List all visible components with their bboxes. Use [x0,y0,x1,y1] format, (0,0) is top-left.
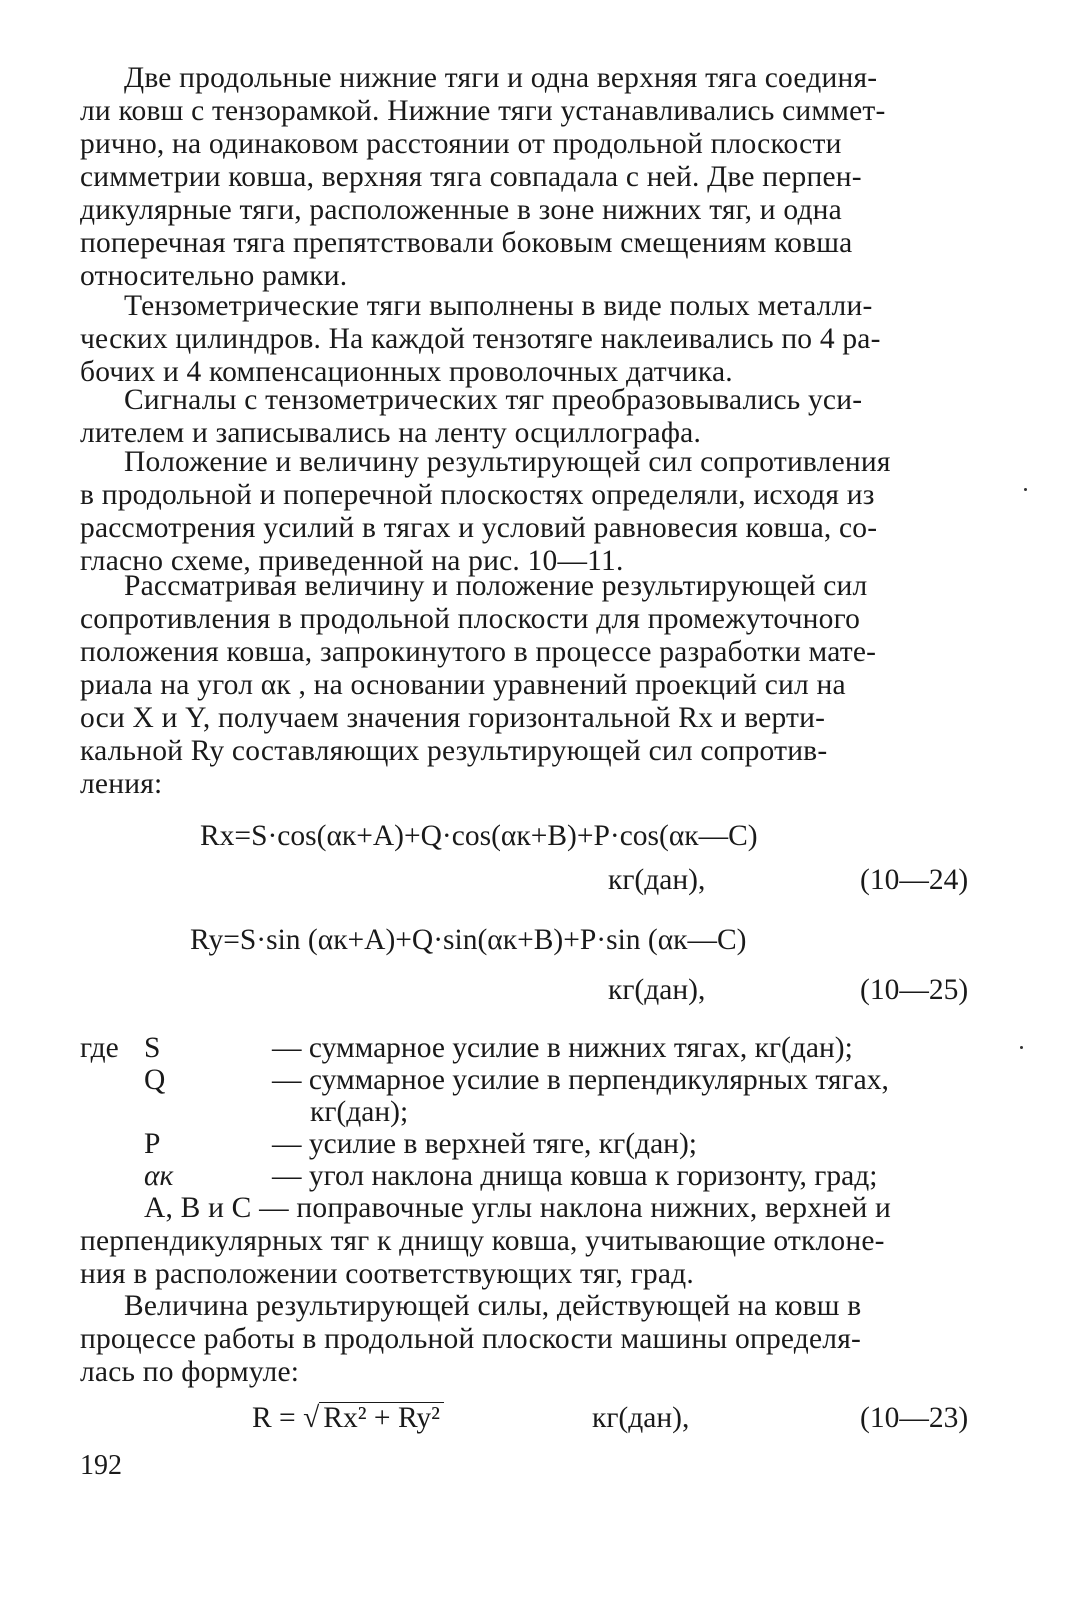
legend-abc [80,1192,980,1291]
legend-symbol: αк [144,1160,174,1192]
text-line: Положение и величину результирующей сил сопротивления [124,446,891,478]
text-line: симметрии ковша, верхняя тяга совпадала с ней. Две перпен- [80,161,862,193]
paragraph-1 [80,62,980,293]
text-line: ния в расположении соответствующих тяг, град. [80,1258,694,1290]
text-line: поперечная тяга препятствовали боковым смещениям ковша [80,227,853,259]
scan-speck [1024,488,1027,491]
text-line: Тензометрические тяги выполнены в виде полых металли- [124,290,873,322]
sqrt-icon: √ [303,1402,320,1434]
text-line: в продольной и поперечной плоскостях определяли, исходя из [80,479,875,511]
text-line: оси X и Y, получаем значения горизонтальной Rx и верти- [80,702,826,734]
equation-number: (10—23) [860,1402,969,1434]
legend-text: — суммарное усилие в нижних тягах, кг(дан); [272,1032,853,1064]
legend-text: — угол наклона днища ковша к горизонту, град; [272,1160,878,1192]
text-line: лась по формуле: [80,1356,300,1388]
text-line: рично, на одинаковом расстоянии от продольной плоскости [80,128,842,160]
page-number: 192 [80,1450,122,1481]
legend-text: кг(дан); [310,1096,409,1128]
equation-lhs: R = [252,1402,304,1434]
paragraph-6 [80,1290,980,1389]
legend-symbol: P [144,1128,161,1160]
legend-symbol: S [144,1032,161,1064]
paragraph-4 [80,446,980,578]
text-line: лителем и записывались на ленту осциллографа. [80,417,702,449]
text-line: A, B и C — поправочные углы наклона нижних, верхней и [144,1192,892,1224]
legend-where: где [80,1032,119,1064]
text-line: процессе работы в продольной плоскости машины определя- [80,1323,862,1355]
text-line: сопротивления в продольной плоскости для промежуточного [80,603,861,635]
text-line: гласно схеме, приведенной на рис. 10—11. [80,545,624,577]
paragraph-3 [80,384,980,450]
legend-symbol: Q [144,1064,166,1096]
paragraph-5 [80,570,980,801]
text-line: перпендикулярных тяг к днищу ковша, учитывающие отклоне- [80,1225,885,1257]
text-line: ческих цилиндров. На каждой тензотяге наклеивались по 4 ра- [80,323,881,355]
text-line: Рассматривая величину и положение результирующей сил [124,570,868,602]
legend-text: — суммарное усилие в перпендикулярных тягах, [272,1064,889,1096]
text-line: ления: [80,768,163,800]
scan-speck [1020,1046,1023,1049]
text-line: бочих и 4 компенсационных проволочных датчика. [80,356,733,388]
equation-10-23 [252,1402,444,1435]
text-line: Сигналы с тензометрических тяг преобразовывались уси- [124,384,863,416]
equation-10-24: Rx=S·cos(αк+A)+Q·cos(αк+B)+P·cos(αк—C) [200,820,758,852]
text-line: Величина результирующей силы, действующей на ковш в [124,1290,862,1322]
text-line: положения ковша, запрокинутого в процессе разработки мате- [80,636,877,668]
equation-unit: кг(дан), [592,1402,690,1434]
paragraph-2 [80,290,980,389]
text-line: относительно рамки. [80,260,348,292]
legend-text: — усилие в верхней тяге, кг(дан); [272,1128,697,1160]
equation-unit: кг(дан), [608,864,706,896]
equation-number: (10—24) [860,864,969,896]
equation-radicand: Rx² + Ry² [319,1402,444,1433]
text-line: кальной Ry составляющих результирующей сил сопротив- [80,735,828,767]
text-line: риала на угол αк , на основании уравнений проекций сил на [80,669,846,701]
text-line: Две продольные нижние тяги и одна верхняя тяга соединя- [124,62,878,94]
text-line: ли ковш с тензорамкой. Нижние тяги устанавливались симмет- [80,95,886,127]
equation-number: (10—25) [860,974,969,1006]
equation-10-25: Ry=S·sin (αк+A)+Q·sin(αк+B)+P·sin (αк—C) [190,924,747,956]
equation-unit: кг(дан), [608,974,706,1006]
text-line: дикулярные тяги, расположенные в зоне нижних тяг, и одна [80,194,842,226]
text-line: рассмотрения усилий в тягах и условий равновесия ковша, со- [80,512,878,544]
